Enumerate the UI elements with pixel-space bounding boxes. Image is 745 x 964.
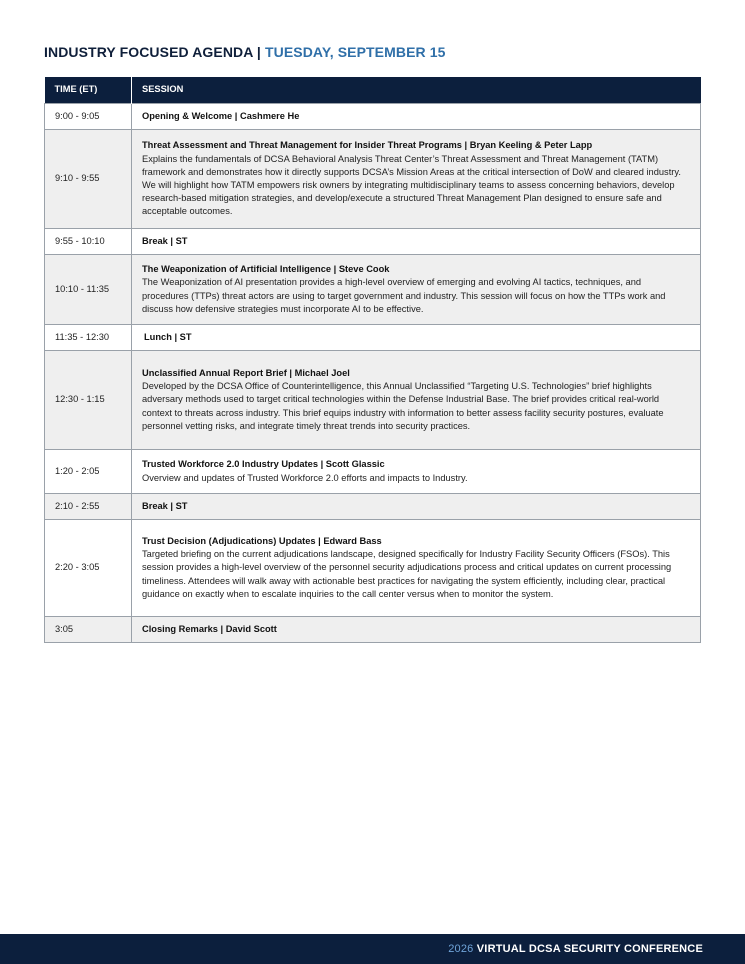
time-column-header: TIME (ET) [45,77,132,104]
agenda-table [44,77,701,643]
row-session [132,325,701,351]
session-title: Unclassified Annual Report Brief | Michael Joel [142,367,350,378]
page-title-date: TUESDAY, SEPTEMBER 15 [264,44,446,60]
row-time: 9:10 - 9:55 [45,130,132,229]
row-session [132,520,701,617]
row-time: 9:55 - 10:10 [45,229,132,255]
session-title: Threat Assessment and Threat Management for Insider Threat Programs | Bryan Keeling & Peter Lapp [142,140,593,151]
page-title [44,44,445,60]
table-row [45,450,701,494]
footer-conference-title [448,943,703,955]
row-time: 12:30 - 1:15 [45,351,132,450]
row-session [132,351,701,450]
row-session [132,130,701,229]
row-session [132,617,701,643]
session-description: Developed by the DCSA Office of Counterintelligence, this Annual Unclassified “Targeting U.S. Technologies” brief highlights adversary methods used to target critical technologies within the Defense Industrial Base. The brief provides critical real-world context to threats across industry. This brief equips industry with information to better assess facility security postures, evaluate personnel vetting risks, and integrate timely threat trends into security practices. [142,381,664,431]
row-time: 2:10 - 2:55 [45,494,132,520]
row-session [132,229,701,255]
session-title: Break | ST [142,235,188,246]
table-row [45,130,701,229]
row-time: 3:05 [45,617,132,643]
session-title: The Weaponization of Artificial Intelligence | Steve Cook [142,264,390,275]
session-column-header: SESSION [132,77,701,104]
table-row [45,229,701,255]
row-time: 10:10 - 11:35 [45,255,132,325]
row-time: 1:20 - 2:05 [45,450,132,494]
footer-bar [0,934,745,964]
table-row [45,351,701,450]
row-time: 2:20 - 3:05 [45,520,132,617]
session-title: Break | ST [142,500,188,511]
row-session [132,494,701,520]
session-title: Closing Remarks | David Scott [142,623,277,634]
row-session [132,450,701,494]
session-description: Overview and updates of Trusted Workforce 2.0 efforts and impacts to Industry. [142,472,468,483]
page-title-main: INDUSTRY FOCUSED AGENDA | [44,44,265,60]
footer-title: VIRTUAL DCSA SECURITY CONFERENCE [473,943,703,955]
session-description: The Weaponization of AI presentation provides a high-level overview of emerging and evolving AI tactics, techniques, and procedures (TTPs) threat actors are using to target government and industry. This session will focus on how the TTPs work and discuss how defensive strategies must incorporate AI to be effective. [142,277,666,314]
session-description: Targeted briefing on the current adjudications landscape, designed specifically for Industry Facility Security Officers (FSOs). This session provides a high-level overview of the personnel security adjudications process and critical updates on current processing timeliness. Attendees will walk away with actionable best practices for navigating the system efficiently, including clear, practical guidance on exactly when to escalate inquiries to the call center versus when to monitor the system. [142,549,672,599]
row-session [132,104,701,130]
session-description: Explains the fundamentals of DCSA Behavioral Analysis Threat Center’s Threat Assessment and Threat Management (TATM) framework and demonstrates how it directly supports DCSA’s Mission Areas at the critical intersection of DoW and cleared industry. We will highlight how TATM empowers risk owners by integrating multidisciplinary teams to assess concerning behaviors, develop research-based mitigation strategies, and develop/execute a structured Threat Management Plan designed to ensure safe and acceptable outcomes. [142,153,681,217]
row-time: 9:00 - 9:05 [45,104,132,130]
session-title: Trusted Workforce 2.0 Industry Updates | Scott Glassic [142,459,385,470]
table-row [45,520,701,617]
row-time: 11:35 - 12:30 [45,325,132,351]
table-row [45,325,701,351]
session-title: Lunch | ST [144,331,192,342]
table-row [45,104,701,130]
session-title: Opening & Welcome | Cashmere He [142,110,300,121]
session-title: Trust Decision (Adjudications) Updates | Edward Bass [142,535,382,546]
row-session [132,255,701,325]
table-header-row [45,77,701,104]
table-row [45,617,701,643]
footer-year: 2026 [448,943,474,955]
table-row [45,494,701,520]
table-row [45,255,701,325]
